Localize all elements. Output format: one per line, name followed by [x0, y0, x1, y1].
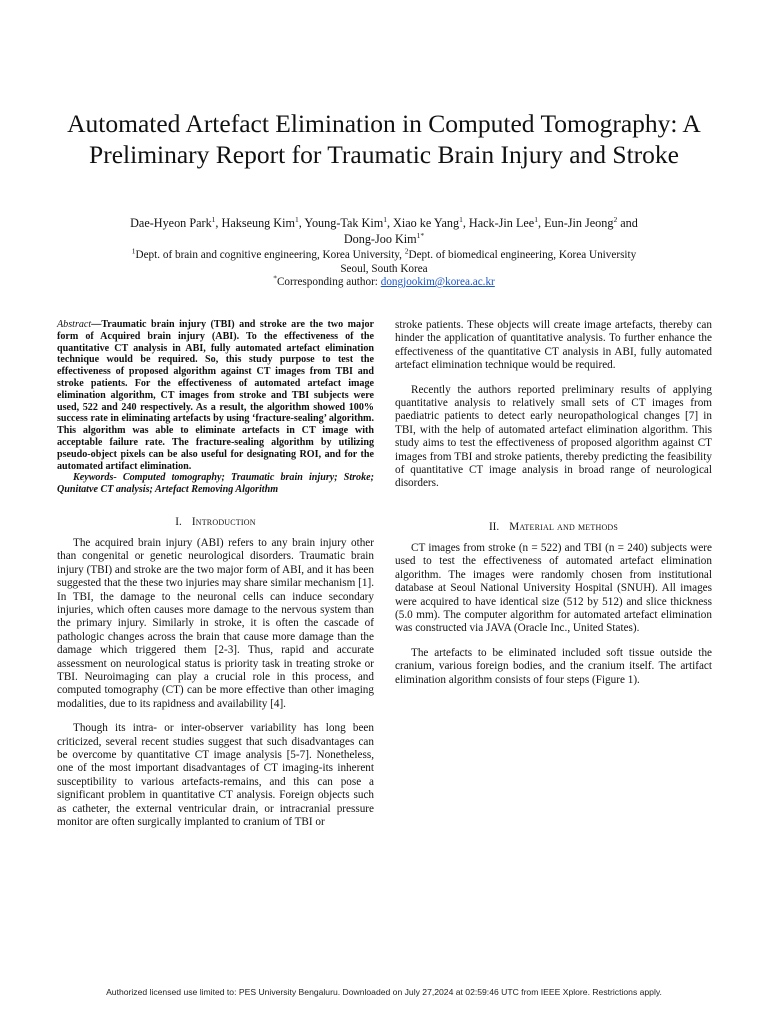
author-name: Eun-Jin Jeong	[544, 216, 614, 230]
corr-label: Corresponding author:	[276, 276, 381, 288]
keywords: Keywords- Computed tomography; Traumatic brain injury; Stroke; Qunitatve CT analysis; Artefact Removing Algorithm	[57, 472, 374, 496]
section-number: II.	[488, 520, 500, 533]
intro-paragraph-2: Though its intra- or inter-observer variability has long been criticized, several recent studies suggest that such disadvantages can be overcome by quantitative CT image analysis [5-7]. Nonetheless, one of the most important disadvantages of CT imaging-its inherent susceptibility to various artefacts-remains, and this can pose a significant problem in quantitative CT analysis. Foreign objects such as catheter, the external ventricular drain, or intracranial pressure monitor are often surgically implanted to cranium of TBI or	[57, 722, 374, 829]
methods-paragraph-1: CT images from stroke (n = 522) and TBI (n = 240) subjects were used to test the effectiveness of automated artefact elimination algorithm. The images were randomly chosen from institutional database at Seoul National University Hospital (SNUH). All images were acquired to have identical size (512 by 512) and slice thickness (5.0 mm). The computer algorithm for automated artefact elimination was constructed via JAVA (Oracle Inc., United States).	[395, 541, 712, 635]
author-affil-mark: 1*	[416, 230, 425, 240]
corr-mark: *	[273, 273, 277, 283]
affiliation-2: Dept. of biomedical engineering, Korea University	[408, 249, 637, 261]
affiliations	[80, 246, 688, 290]
paper-title: Automated Artefact Elimination in Computed Tomography: A Preliminary Report for Traumatic Brain Injury and Stroke	[67, 109, 701, 169]
intro-paragraph-3: Recently the authors reported preliminary results of applying quantitative analysis to relatively small sets of CT images from paediatric patients to detect early neuropathological changes [7] in TBI, with the help of automated artefact elimination algorithm. This study aims to test the effectiveness of proposed algorithm against CT images from TBI and stroke patients, thereby predicting the feasibility of quantitative CT image analysis in broad range of neurological disorders.	[395, 383, 712, 490]
intro-paragraph-1: The acquired brain injury (ABI) refers to any brain injury other than congenital or genetic neurological disorders. Traumatic brain injury (TBI) and stroke are the two major form of ABI, and it has been suggested that the these two injuries may share similar mechanism [1]. In TBI, the damage to the neuronal cells can induce secondary injuries, which often causes more damage to the nervous system than the primary injury. Similarly in stroke, it is often the cascade of pathologic changes across the brain that cause more damage than the damage which triggered them [2-3]. Thus, rapid and accurate assessment on neurological status is priority task in treating stroke or TBI. Neuroimaging can play a crucial role in this process, and computed tomography (CT) can be more effective than other imaging modalities, due to its rapidness and availability [4].	[57, 536, 374, 710]
author-affil-mark: 1	[294, 214, 299, 224]
author-name: Hakseung Kim	[221, 216, 295, 230]
affiliation-line	[80, 246, 688, 263]
author-affil-mark: 1	[459, 214, 463, 224]
author-affil-mark: 1	[534, 214, 538, 224]
affil-mark: 1	[131, 246, 136, 256]
author-name: Dae-Hyeon Park	[130, 216, 212, 230]
author-list: Dae-Hyeon Park$^1$, Hakseung Kim$^1$, Young-Tak Kim$^1$, Xiao ke Yang$^1$, Hack-Jin Lee$^1$, Eun-Jin Jeong$^2$ and Dong-Joo Kim$^{1*}$	[130, 214, 638, 246]
license-footer: Authorized licensed use limited to: PES University Bengaluru. Downloaded on July 27,2024 at 02:59:46 UTC from IEEE Xplore. Restrictions apply.	[106, 987, 662, 997]
intro-paragraph-2-cont: stroke patients. These objects will create image artefacts, thereby can hinder the application of quantitative analysis. To further enhance the effectiveness of the quantitative CT analysis in ABI, fully automated artefact elimination technique would be required.	[395, 319, 712, 372]
author-name: Young-Tak Kim	[304, 216, 384, 230]
author-affil-mark: 1	[383, 214, 387, 224]
author-affil-mark: 2	[613, 214, 618, 224]
author-name: Xiao ke Yang	[393, 216, 460, 230]
section-title: Material and methods	[509, 520, 619, 533]
abstract	[57, 319, 374, 472]
section-heading-introduction	[57, 516, 374, 529]
corresponding-author	[80, 273, 688, 290]
section-title: Introduction	[191, 515, 256, 528]
abstract-text: —Traumatic brain injury (TBI) and stroke are the two major form of Acquired brain injury (ABI). To the effectiveness of the quantitative CT analysis in ABI, fully automated artefact elimination technique would be required. So, this study purpose to test the effectiveness of proposed algorithm against CT images from TBI and stroke patients. For the effectiveness of automated artefact image elimination algorithm, CT images from stroke and TBI subjects were used, 522 and 240 respectively. As a result, the algorithm showed 100% success rate in eliminating artefacts by using ‘fracture-sealing’ algorithm. This algorithm was able to eliminate artefacts in CT image with acceptable failure rate. The fracture-sealing algorithm by utilizing pseudo-object pixels can be also useful for designating ROI, and for the automated artifact elimination.	[57, 319, 374, 472]
abstract-lead: Abstract	[57, 319, 92, 330]
affiliation-1: Dept. of brain and cognitive engineering, Korea University,	[135, 249, 405, 261]
affil-mark: 2	[404, 246, 409, 256]
left-column	[57, 319, 374, 829]
author-name: Hack-Jin Lee	[468, 216, 535, 230]
author-name: Dong-Joo Kim	[343, 232, 417, 246]
right-column	[395, 319, 712, 687]
methods-paragraph-2: The artefacts to be eliminated included soft tissue outside the cranium, various foreign bodies, and the cranium itself. The artifact elimination algorithm consists of four steps (Figure 1).	[395, 646, 712, 686]
email-link[interactable]: dongjookim@korea.ac.kr	[380, 276, 495, 288]
author-affil-mark: 1	[211, 214, 216, 224]
section-heading-methods	[395, 521, 712, 534]
section-number: I.	[175, 515, 182, 528]
affiliation-location: Seoul, South Korea	[340, 262, 428, 275]
